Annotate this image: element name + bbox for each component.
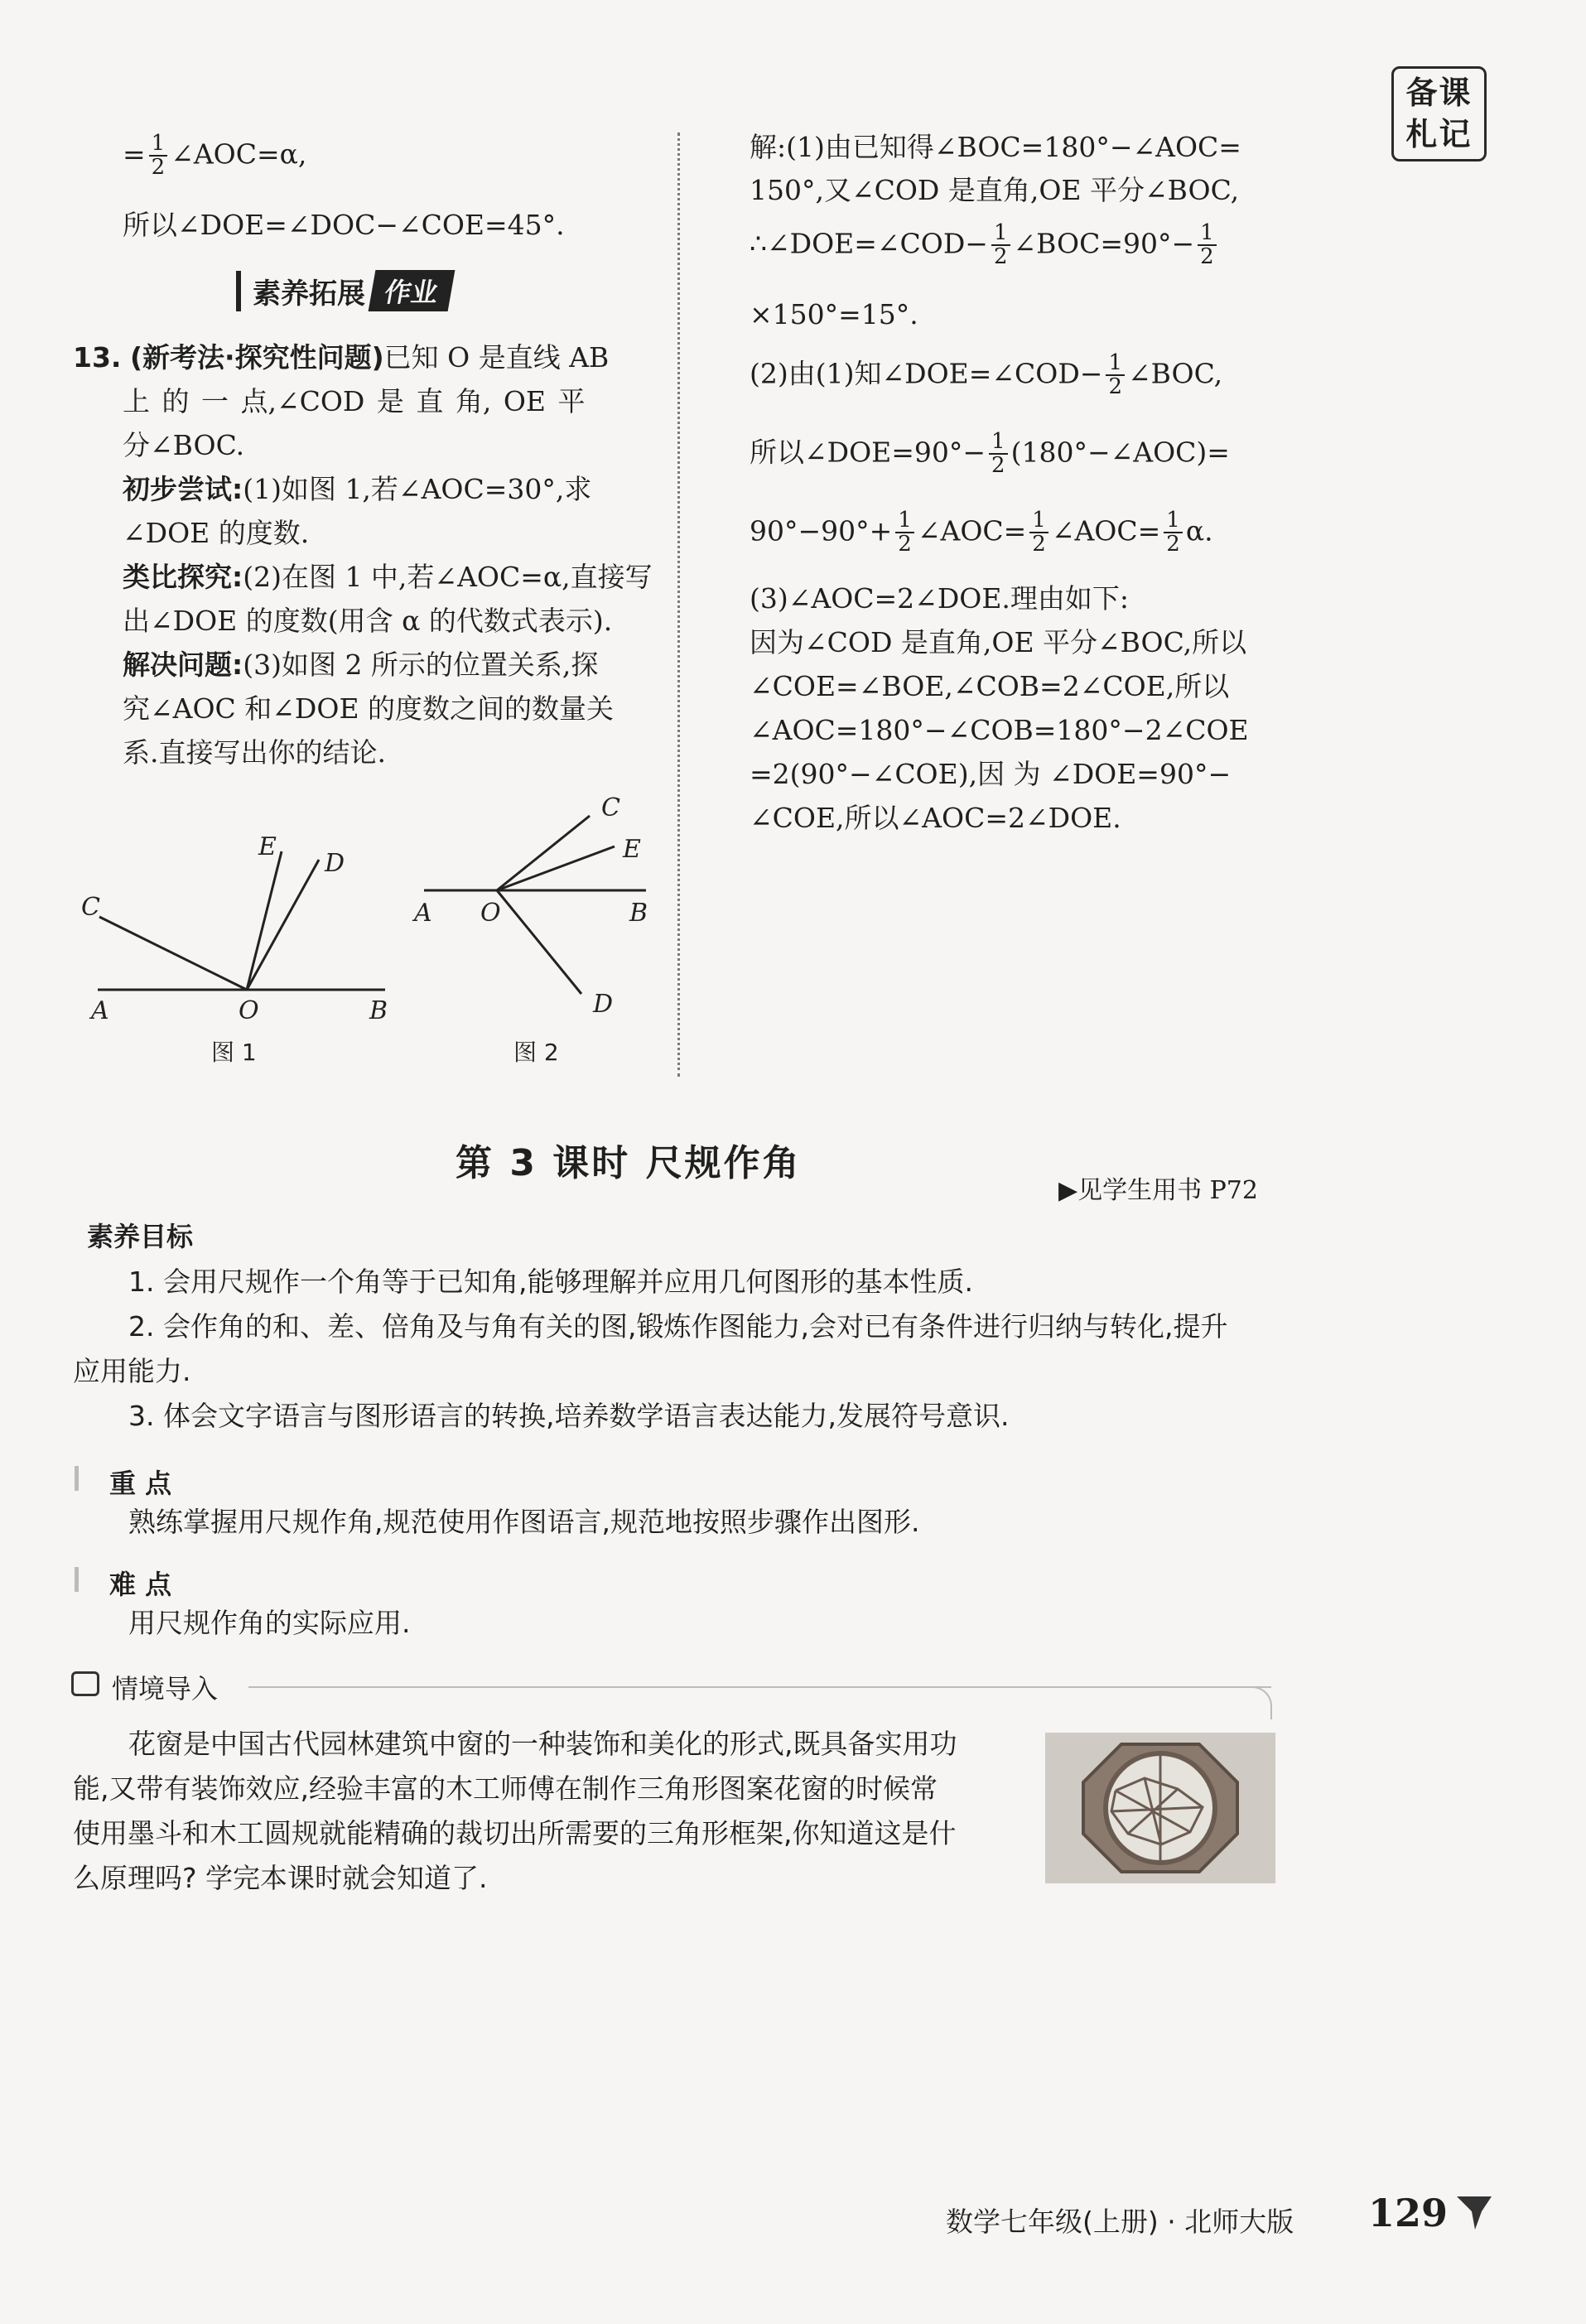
solution-line-5 [750, 352, 1222, 399]
goals-heading: 素养目标 [87, 1221, 194, 1252]
fig1-ray-OE [247, 851, 282, 990]
solution-line-7 [750, 509, 1213, 557]
solution-line-10: ∠COE=∠BOE,∠COB=2∠COE,所以 [750, 670, 1230, 702]
intro-line-3: 使用墨斗和木工圆规就能精确的裁切出所需要的三角形框架,你知道这是什 [73, 1817, 957, 1849]
part-2-line-2: 出∠DOE 的度数(用含 α 的代数式表示). [123, 605, 613, 637]
text: ∠AOC= [917, 514, 1027, 547]
text: ∠AOC=α, [171, 137, 307, 171]
frac-den: 2 [1032, 532, 1046, 557]
solution-line-4: ×150°=15°. [750, 298, 918, 330]
student-book-reference: ▶见学生用书 P72 [1058, 1176, 1258, 1205]
key-bar [75, 1466, 79, 1491]
frac-num: 1 [991, 222, 1010, 246]
situation-heading: 情境导入 [112, 1673, 219, 1704]
frac-den: 2 [151, 155, 166, 181]
fraction [991, 222, 1010, 269]
part-1-line-2: ∠DOE 的度数. [123, 517, 310, 549]
figure-2 [424, 816, 646, 994]
fig2-ray-OC [497, 816, 590, 890]
part-label: 解决问题: [123, 649, 243, 681]
text: (1)如图 1,若∠AOC=30°,求 [243, 473, 592, 505]
text: 已知 O 是直线 AB [383, 341, 610, 374]
frac-den: 2 [993, 244, 1008, 270]
frac-num: 1 [149, 133, 168, 157]
fig1-ray-OC [99, 917, 247, 990]
solution-line-8: (3)∠AOC=2∠DOE.理由如下: [750, 582, 1130, 615]
text: = [123, 137, 146, 171]
difficulty-text: 用尺规作角的实际应用. [128, 1607, 411, 1639]
tag-literacy-extension: 素养拓展 [236, 271, 372, 311]
solution-line-13: ∠COE,所以∠AOC=2∠DOE. [750, 802, 1121, 834]
question-number: 13. [73, 341, 122, 374]
solution-line-11: ∠AOC=180°−∠COB=180°−2∠COE [750, 714, 1249, 746]
text: 所以∠DOE=90°− [750, 436, 986, 469]
lesson-title: 第 3 课时 尺规作角 [456, 1142, 802, 1184]
badge-line-1: 备课 [1405, 75, 1473, 111]
goal-2-line-2: 应用能力. [73, 1355, 191, 1387]
fig1-label-B: B [369, 996, 388, 1025]
frac-num: 1 [895, 509, 914, 533]
part-3-line-2: 究∠AOC 和∠DOE 的度数之间的数量关 [123, 692, 615, 725]
difficulty-bar [75, 1567, 79, 1592]
solution-line-3 [750, 222, 1220, 269]
badge-line-2: 札记 [1405, 116, 1473, 152]
situation-icon [71, 1671, 99, 1696]
fig1-label-E: E [258, 832, 277, 861]
fraction [1029, 509, 1048, 557]
question-tag: (新考法·探究性问题) [129, 341, 384, 374]
frac-den: 2 [1108, 374, 1123, 400]
solution-line-6 [750, 431, 1230, 478]
intro-line-4: 么原理吗? 学完本课时就会知道了. [73, 1862, 488, 1894]
part-3-line-3: 系.直接写出你的结论. [123, 736, 386, 769]
fig1-caption: 图 1 [211, 1039, 257, 1066]
fig2-ray-OE [497, 846, 615, 890]
goal-2-line-1: 2. 会作角的和、差、倍角及与角有关的图,锻炼作图能力,会对已有条件进行归纳与转化,提升 [128, 1310, 1228, 1343]
fraction [1106, 352, 1125, 399]
lattice-window-photo [1045, 1733, 1275, 1883]
goal-1: 1. 会用尺规作一个角等于已知角,能够理解并应用几何图形的基本性质. [128, 1266, 973, 1298]
fraction [1164, 509, 1183, 557]
solution-line-9: 因为∠COD 是直角,OE 平分∠BOC,所以 [750, 626, 1247, 658]
intro-line-2: 能,又带有装饰效应,经验丰富的木工师傅在制作三角形图案花窗的时候常 [73, 1772, 938, 1805]
fig1-ray-OD [247, 860, 319, 990]
intro-line-1: 花窗是中国古代园林建筑中窗的一种装饰和美化的形式,既具备实用功 [128, 1728, 957, 1760]
situation-rule [248, 1686, 1271, 1688]
fig1-label-O: O [239, 996, 259, 1025]
solution-line-12: =2(90°−∠COE),因 为 ∠DOE=90°− [750, 758, 1232, 790]
fig2-label-O: O [480, 899, 501, 928]
question-13-line-2: 上 的 一 点,∠COD 是 直 角, OE 平 [123, 385, 586, 417]
fig2-label-C: C [601, 793, 620, 822]
key-points-text: 熟练掌握用尺规作角,规范使用作图语言,规范地按照步骤作出图形. [128, 1506, 920, 1538]
difficulty-heading: 难 点 [109, 1569, 172, 1600]
page-corner-icon [1453, 2187, 1503, 2236]
question-13-line-3: 分∠BOC. [123, 429, 245, 461]
part-label: 类比探究: [123, 561, 243, 593]
fig2-caption: 图 2 [513, 1039, 559, 1066]
key-points-heading: 重 点 [109, 1468, 172, 1499]
text: ∠BOC, [1128, 357, 1223, 390]
fig2-label-E: E [623, 835, 641, 864]
tag-homework: 作业 [369, 270, 456, 311]
fig2-label-B: B [629, 899, 648, 928]
text: (2)由(1)知∠DOE=∠COD− [750, 357, 1103, 390]
text: (180°−∠AOC)= [1010, 436, 1230, 469]
frac-num: 1 [989, 431, 1008, 455]
fig1-label-C: C [81, 893, 100, 922]
fig1-label-A: A [91, 996, 109, 1025]
fig2-label-D: D [593, 990, 614, 1019]
part-label: 初步尝试: [123, 473, 243, 505]
solution-line-1: 解:(1)由已知得∠BOC=180°−∠AOC= [750, 131, 1241, 163]
text: (2)在图 1 中,若∠AOC=α,直接写 [243, 561, 653, 593]
frac-den: 2 [1200, 244, 1214, 270]
left-cont-line-2: 所以∠DOE=∠DOC−∠COE=45°. [123, 209, 565, 241]
fig2-ray-OD [497, 890, 581, 994]
text: ∠AOC= [1051, 514, 1161, 547]
fig1-label-D: D [325, 849, 345, 878]
frac-num: 1 [1029, 509, 1048, 533]
text: ∠BOC=90°− [1013, 227, 1195, 260]
frac-den: 2 [991, 453, 1005, 479]
fraction [989, 431, 1008, 478]
footer-book-title: 数学七年级(上册) · 北师大版 [946, 2206, 1294, 2238]
goal-3: 3. 体会文字语言与图形语言的转换,培养数学语言表达能力,发展符号意识. [128, 1400, 1010, 1432]
text: α. [1185, 514, 1213, 547]
solution-line-2: 150°,又∠COD 是直角,OE 平分∠BOC, [750, 174, 1240, 206]
fraction [895, 509, 914, 557]
page-number: 129 [1368, 2191, 1449, 2235]
frac-num: 1 [1106, 352, 1125, 376]
fig2-label-A: A [414, 899, 432, 928]
frac-den: 2 [898, 532, 912, 557]
frac-num: 1 [1164, 509, 1183, 533]
text: (3)如图 2 所示的位置关系,探 [243, 649, 599, 681]
frac-num: 1 [1198, 222, 1217, 246]
frac-den: 2 [1166, 532, 1180, 557]
fraction [1198, 222, 1217, 269]
text: ∴∠DOE=∠COD− [750, 227, 988, 260]
text: 90°−90°+ [750, 514, 893, 547]
